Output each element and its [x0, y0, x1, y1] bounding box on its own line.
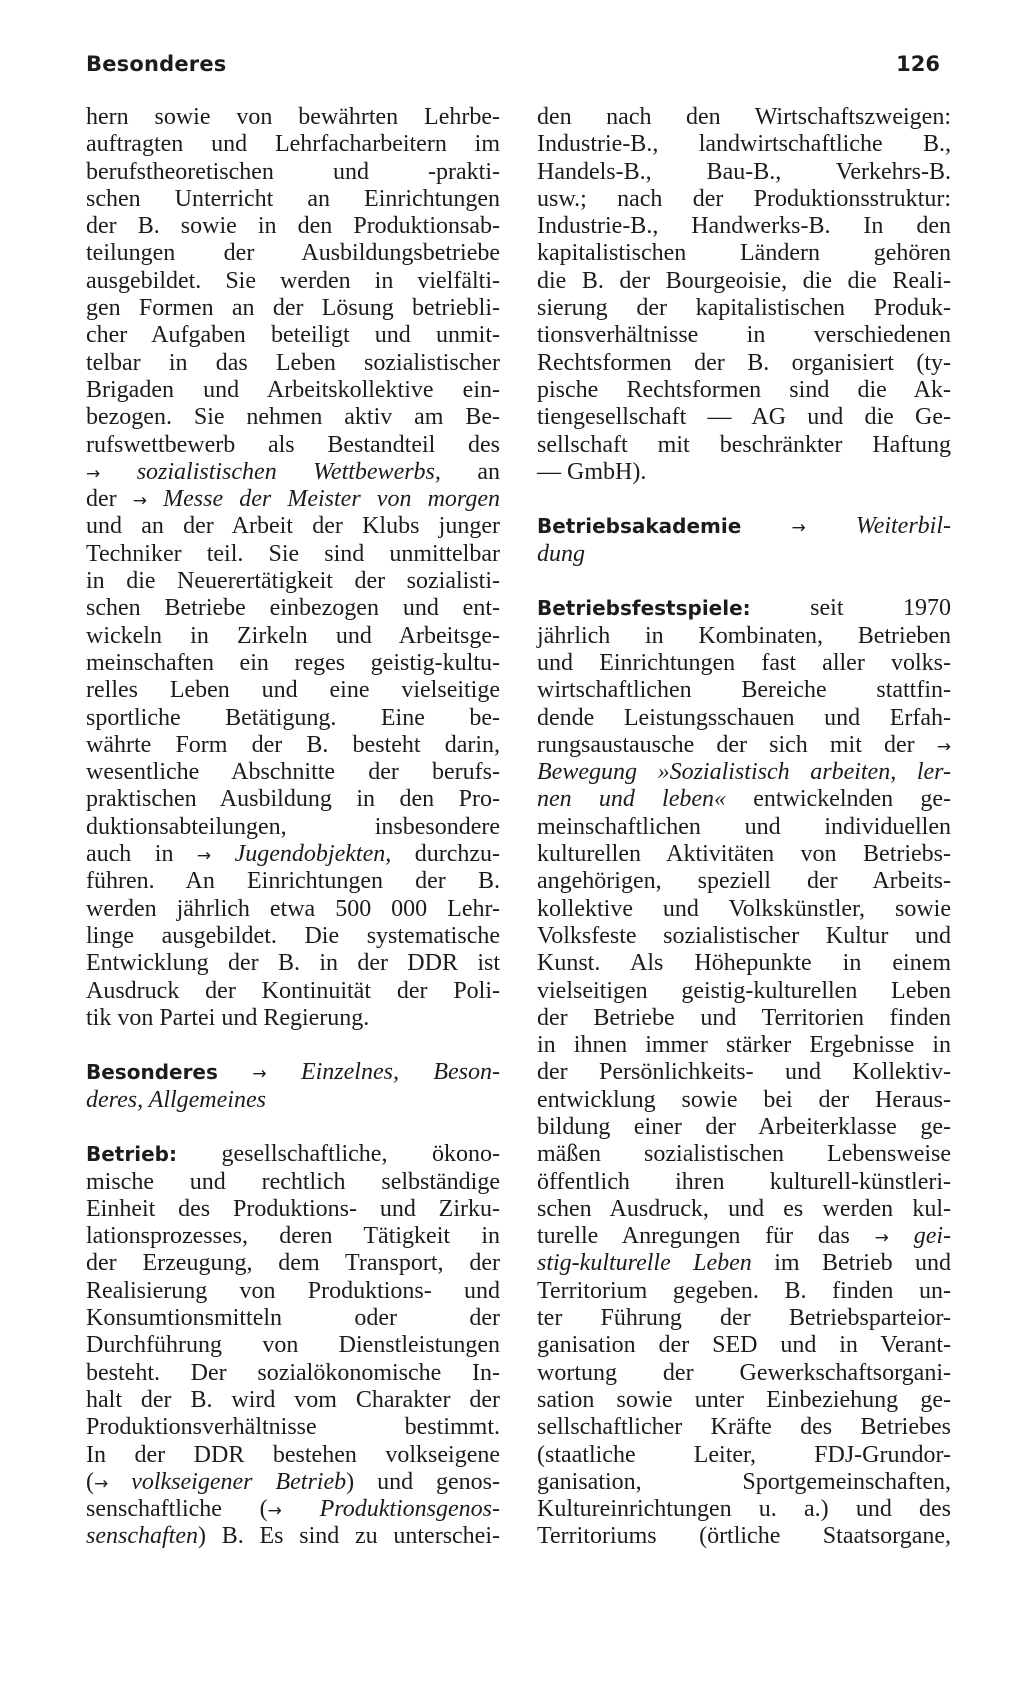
text-line: sportliche Betätigung. Eine be- [86, 704, 500, 731]
text-line: senschaftliche (→ Produktionsgenos- [86, 1496, 500, 1523]
text-line: bezogen. Sie nehmen aktiv am Be- [86, 404, 500, 431]
text-line: werden jährlich etwa 500 000 Lehr- [86, 895, 500, 922]
text-line: jährlich in Kombinaten, Betrieben [537, 622, 951, 649]
text-line: schen Betriebe einbezogen und ent- [86, 595, 500, 622]
left-column [86, 104, 500, 1551]
entry-spacer [537, 568, 951, 595]
cross-reference-link[interactable]: Messe der Meister von morgen [163, 486, 501, 513]
text-line: Konsumtionsmitteln oder der [86, 1305, 500, 1332]
text-line: Handels-B., Bau-B., Verkehrs-B. [537, 158, 951, 185]
text-line: senschaften) B. Es sind zu unterschei- [86, 1523, 500, 1550]
text-line: telbar in das Leben sozialistischer [86, 349, 500, 376]
text-line: Einheit des Produktions- und Zirku- [86, 1195, 500, 1222]
text-line: lationsprozesses, deren Tätigkeit in [86, 1223, 500, 1250]
text-line: Kultureinrichtungen u. a.) und des [537, 1496, 951, 1523]
text-line: sation sowie unter Einbeziehung ge- [537, 1386, 951, 1413]
cross-reference-arrow-icon: → [132, 491, 148, 512]
text-line: Durchführung von Dienstleistungen [86, 1332, 500, 1359]
text-line: Ausdruck der Kontinuität der Poli- [86, 977, 500, 1004]
page-number: 126 [896, 52, 940, 76]
text-line: nen und leben« entwickelnden ge- [537, 786, 952, 813]
entry-headline [86, 1059, 500, 1086]
text-line [537, 759, 951, 786]
text-line: währte Form der B. besteht darin, [86, 731, 500, 758]
cross-reference-arrow-icon: → [791, 518, 806, 539]
text-line: der Erzeugung, dem Transport, der [86, 1250, 500, 1277]
cross-reference-link[interactable]: deres, Allgemeines [86, 1086, 266, 1113]
entry-headline: Betriebsfestspiele: seit 1970 [537, 595, 951, 622]
cross-reference-arrow-icon: → [267, 1501, 282, 1522]
text-line: tik von Partei und Regierung. [86, 1004, 370, 1031]
text-line: entwicklung sowie bei der Heraus- [537, 1086, 951, 1113]
text-line: mäßen sozialistischen Lebensweise [537, 1141, 951, 1168]
text-line: Realisierung von Produktions- und [86, 1277, 500, 1304]
entry-keyword: Besonderes [86, 1060, 218, 1085]
text-line: der Persönlichkeits- und Kollektiv- [537, 1059, 951, 1086]
text-line: duktionsabteilungen, insbesondere [86, 813, 500, 840]
text-line: Entwicklung der B. in der DDR ist [86, 950, 500, 977]
text-line: besteht. Der sozialökonomische In- [86, 1359, 500, 1386]
text-line: halt der B. wird vom Charakter der [86, 1386, 500, 1413]
entry-headline: Betrieb: gesellschaftliche, ökono- [86, 1141, 501, 1168]
entry-headline [537, 513, 951, 540]
cross-reference-arrow-icon: → [252, 1064, 267, 1085]
cross-reference-link[interactable]: nen und leben« [537, 786, 727, 813]
right-column [537, 104, 951, 1551]
text-line: In der DDR bestehen volkseigene [86, 1441, 500, 1468]
text-line: schen Unterricht an Einrichtungen [86, 185, 500, 212]
text-line: gen Formen an der Lösung betriebli- [86, 295, 500, 322]
text-line: ter Führung der Betriebsparteior- [537, 1305, 951, 1332]
text-line: ganisation der SED und in Verant- [537, 1332, 951, 1359]
text-line: berufstheoretischen und -prakti- [86, 158, 500, 185]
text-line: pische Rechtsformen sind die Ak- [537, 376, 951, 403]
text-line: kulturellen Aktivitäten von Betriebs- [537, 841, 951, 868]
text-line: wortung der Gewerkschaftsorgani- [537, 1359, 951, 1386]
text-line: sierung der kapitalistischen Produk- [537, 295, 951, 322]
cross-reference-link[interactable]: senschaften [86, 1523, 198, 1550]
text-line: Techniker teil. Sie sind unmittelbar [86, 540, 500, 567]
entry-keyword: Betrieb: [86, 1142, 177, 1167]
text-line: tionsverhältnisse in verschiedenen [537, 322, 951, 349]
text-line: usw.; nach der Produktionsstruktur: [537, 185, 951, 212]
entry-spacer [537, 486, 951, 513]
text-line: mische und rechtlich selbständige [86, 1168, 500, 1195]
text-line: turelle Anregungen für das → gei- [537, 1223, 952, 1250]
text-line: ganisation, Sportgemeinschaften, [537, 1468, 951, 1495]
text-line: tiengesellschaft — AG und die Ge- [537, 404, 951, 431]
cross-reference-arrow-icon: → [936, 736, 952, 757]
text-line: wesentliche Abschnitte der berufs- [86, 759, 500, 786]
text-line: und Einrichtungen fast aller volks- [537, 649, 951, 676]
text-line: vielseitigen geistig-kulturellen Leben [537, 977, 951, 1004]
text-line: schen Ausdruck, und es werden kul- [537, 1195, 951, 1222]
text-line: linge ausgebildet. Die systematische [86, 922, 500, 949]
cross-reference-link[interactable]: Einzelnes, Beson- [300, 1059, 500, 1086]
text-line: sellschaft mit beschränkter Haftung [537, 431, 951, 458]
cross-reference-arrow-icon: → [874, 1228, 889, 1249]
text-line: (staatliche Leiter, FDJ-Grundor- [537, 1441, 951, 1468]
text-line: öffentlich ihren kulturell-künstleri- [537, 1168, 951, 1195]
text-line: auftragten und Lehrfacharbeitern im [86, 131, 500, 158]
text-line: sellschaftlicher Kräfte des Betriebes [537, 1414, 951, 1441]
text-line: wickeln in Zirkeln und Arbeitsge- [86, 622, 500, 649]
text-line: Volksfeste sozialistischer Kultur und [537, 922, 951, 949]
text-line: relles Leben und eine vielseitige [86, 677, 500, 704]
text-line: hern sowie von bewährten Lehrbe- [86, 104, 500, 130]
cross-reference-arrow-icon: → [94, 1473, 109, 1494]
text-line: die B. der Bourgeoisie, die die Reali- [537, 267, 951, 294]
text-line: praktischen Ausbildung in den Pro- [86, 786, 500, 813]
text-line: Industrie-B., landwirtschaftliche B., [537, 131, 951, 158]
text-line: teilungen der Ausbildungsbetriebe [86, 240, 500, 267]
cross-reference-link[interactable]: dung [537, 540, 585, 567]
text-line: Industrie-B., Handwerks-B. In den [537, 213, 951, 240]
text-line: dende Leistungsschauen und Erfah- [537, 704, 951, 731]
text-line: und an der Arbeit der Klubs junger [86, 513, 500, 540]
cross-reference-link[interactable]: Produktionsgenos- [319, 1496, 500, 1523]
text-line: der B. sowie in den Produktionsab- [86, 213, 500, 240]
cross-reference-link[interactable]: Bewegung »Sozialistisch arbeiten, ler- [537, 759, 951, 786]
cross-reference-link[interactable]: sozialistischen Wettbewerbs, [136, 458, 441, 485]
entry-spacer [86, 1114, 500, 1141]
text-line: bildung einer der Arbeiterklasse ge- [537, 1113, 951, 1140]
text-line: rungsaustausche der sich mit der → [537, 731, 952, 758]
text-line: angehörigen, speziell der Arbeits- [537, 868, 951, 895]
text-line: kollektive und Volkskünstler, sowie [537, 895, 951, 922]
cross-reference-link[interactable]: volkseigener Betrieb [131, 1468, 347, 1495]
text-line: der → Messe der Meister von morgen [86, 486, 501, 513]
cross-reference-link[interactable]: stig-kulturelle Leben [537, 1250, 752, 1277]
text-line: Brigaden und Arbeitskollektive ein- [86, 376, 500, 403]
text-line: cher Aufgaben beteiligt und unmit- [86, 322, 500, 349]
text-line: meinschaften ein reges geistig-kultu- [86, 649, 500, 676]
text-line [86, 1087, 500, 1114]
text-line: in die Neuerertätigkeit der sozialisti- [86, 568, 500, 595]
entry-spacer [86, 1032, 500, 1059]
cross-reference-link[interactable]: Jugendobjekten, [234, 841, 392, 868]
text-line: — GmbH). [537, 458, 647, 485]
text-line: Territoriums (örtliche Staatsorgane, [537, 1523, 951, 1550]
text-line: kapitalistischen Ländern gehören [537, 240, 951, 267]
text-line: auch in → Jugendobjekten, durchzu- [86, 841, 500, 868]
running-head-keyword: Besonderes [86, 52, 227, 76]
text-line: Kunst. Als Höhepunkte in einem [537, 950, 951, 977]
text-line: rufswettbewerb als Bestandteil des [86, 431, 500, 458]
cross-reference-link[interactable]: gei- [913, 1223, 952, 1250]
text-line: in ihnen immer stärker Ergebnisse in [537, 1032, 951, 1059]
text-line: Territorium gegeben. B. finden un- [537, 1277, 951, 1304]
text-line: der Betriebe und Territorien finden [537, 1004, 951, 1031]
entry-keyword: Betriebsakademie [537, 514, 742, 539]
text-line [537, 541, 951, 568]
cross-reference-link[interactable]: Weiterbil- [855, 513, 952, 540]
text-line: Produktionsverhältnisse bestimmt. [86, 1414, 500, 1441]
entry-keyword: Betriebsfestspiele: [537, 596, 751, 621]
cross-reference-arrow-icon: → [196, 846, 212, 867]
text-line: wirtschaftlichen Bereiche stattfin- [537, 677, 951, 704]
cross-reference-arrow-icon: → [86, 463, 101, 484]
text-line: führen. An Einrichtungen der B. [86, 868, 500, 895]
text-line: stig-kulturelle Leben im Betrieb und [537, 1250, 951, 1277]
text-line: Rechtsformen der B. organisiert (ty- [537, 349, 951, 376]
text-line: → sozialistischen Wettbewerbs, an [86, 458, 500, 485]
text-line: meinschaftlichen und individuellen [537, 813, 951, 840]
text-line: ausgebildet. Sie werden in vielfälti- [86, 267, 500, 294]
text-line: den nach den Wirtschaftszweigen: [537, 104, 951, 130]
text-line: (→ volkseigener Betrieb) und genos- [86, 1468, 501, 1495]
